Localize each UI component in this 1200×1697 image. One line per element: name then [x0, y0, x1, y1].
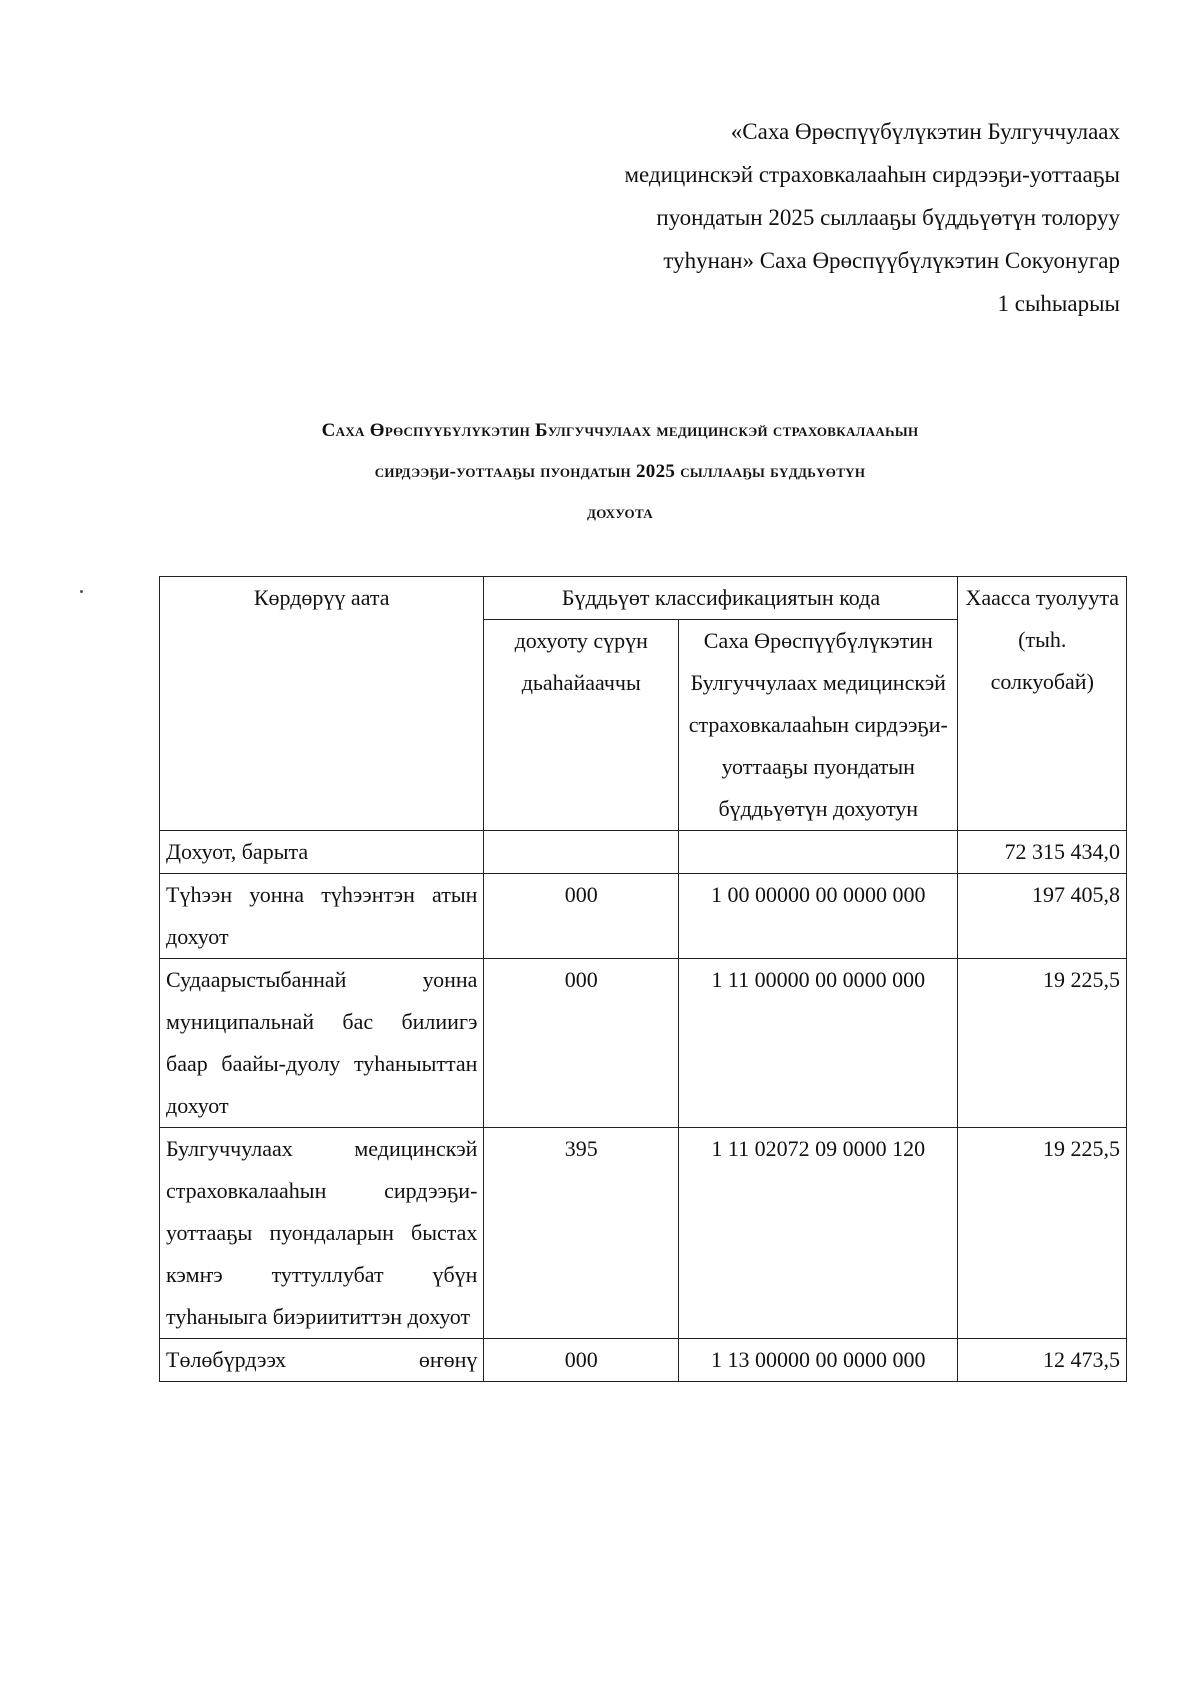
appendix-line: пуондатын 2025 сыллааҕы бүддьүөтүн толоруу — [656, 205, 1120, 230]
row-name: Булгуччулаах медицинскэй страховкалааһын сирдээҕи-уоттааҕы пуондаларын быстах кэмҥэ туттуллубат үбүн туһаныыга биэриититтэн дохуот — [160, 1128, 484, 1339]
header-code: Саха Өрөспүүбүлүкэтин Булгуччулаах медицинскэй страховкалааһын сирдээҕи-уоттааҕы пуондатын бүддьүөтүн дохуотун — [679, 620, 958, 831]
title-line: сирдээҕи-уоттааҕы пуондатын 2025 сыллааҕы бүддьүөтүн — [374, 461, 866, 482]
row-admin — [484, 831, 679, 874]
row-sum: 12 473,5 — [958, 1339, 1127, 1382]
appendix-note — [624, 110, 1120, 325]
appendix-line: медицинскэй страховкалааһын сирдээҕи-уоттааҕы — [624, 162, 1120, 187]
title-line: Саха Өрөспүүбүлүкэтин Булгуччулаах медицинскэй страховкалааһын — [321, 420, 919, 441]
row-admin: 395 — [484, 1128, 679, 1339]
row-code — [679, 831, 958, 874]
header-name: Көрдөрүү аата — [160, 577, 484, 831]
header-sum: Хаасса туолуута (тыһ. солкуобай) — [958, 577, 1127, 831]
header-administrator: дохуоту сүрүн дьаһайааччы — [484, 620, 679, 831]
row-sum: 19 225,5 — [958, 959, 1127, 1128]
appendix-line: 1 сыһыарыы — [997, 291, 1120, 316]
row-sum: 19 225,5 — [958, 1128, 1127, 1339]
row-code: 1 11 00000 00 0000 000 — [679, 959, 958, 1128]
row-code: 1 11 02072 09 0000 120 — [679, 1128, 958, 1339]
scan-speck — [80, 590, 83, 593]
row-name: Дохуот, барыта — [160, 831, 484, 874]
table-row — [160, 831, 1127, 874]
row-code: 1 13 00000 00 0000 000 — [679, 1339, 958, 1382]
row-code: 1 00 00000 00 0000 000 — [679, 874, 958, 959]
revenue-table — [159, 576, 1127, 1382]
table-row — [160, 874, 1127, 959]
row-name: Төлөбүрдээх өҥөнү — [160, 1339, 484, 1382]
title-line: дохуота — [587, 502, 653, 523]
row-sum: 197 405,8 — [958, 874, 1127, 959]
row-name: Судаарыстыбаннай уонна муниципальнай бас билиигэ баар баайы-дуолу туһаныыттан дохуот — [160, 959, 484, 1128]
row-admin: 000 — [484, 874, 679, 959]
row-name: Түһээн уонна түһээнтэн атын дохуот — [160, 874, 484, 959]
header-classification: Бүддьүөт классификациятын кода — [484, 577, 958, 620]
appendix-line: «Саха Өрөспүүбүлүкэтин Булгуччулаах — [730, 119, 1120, 144]
table-row — [160, 1128, 1127, 1339]
table-header-row — [160, 577, 1127, 620]
row-admin: 000 — [484, 1339, 679, 1382]
table-row — [160, 1339, 1127, 1382]
row-sum: 72 315 434,0 — [958, 831, 1127, 874]
document-title — [160, 410, 1080, 533]
row-admin: 000 — [484, 959, 679, 1128]
table-row — [160, 959, 1127, 1128]
appendix-line: туһунан» Саха Өрөспүүбүлүкэтин Сокуонугар — [663, 248, 1120, 273]
